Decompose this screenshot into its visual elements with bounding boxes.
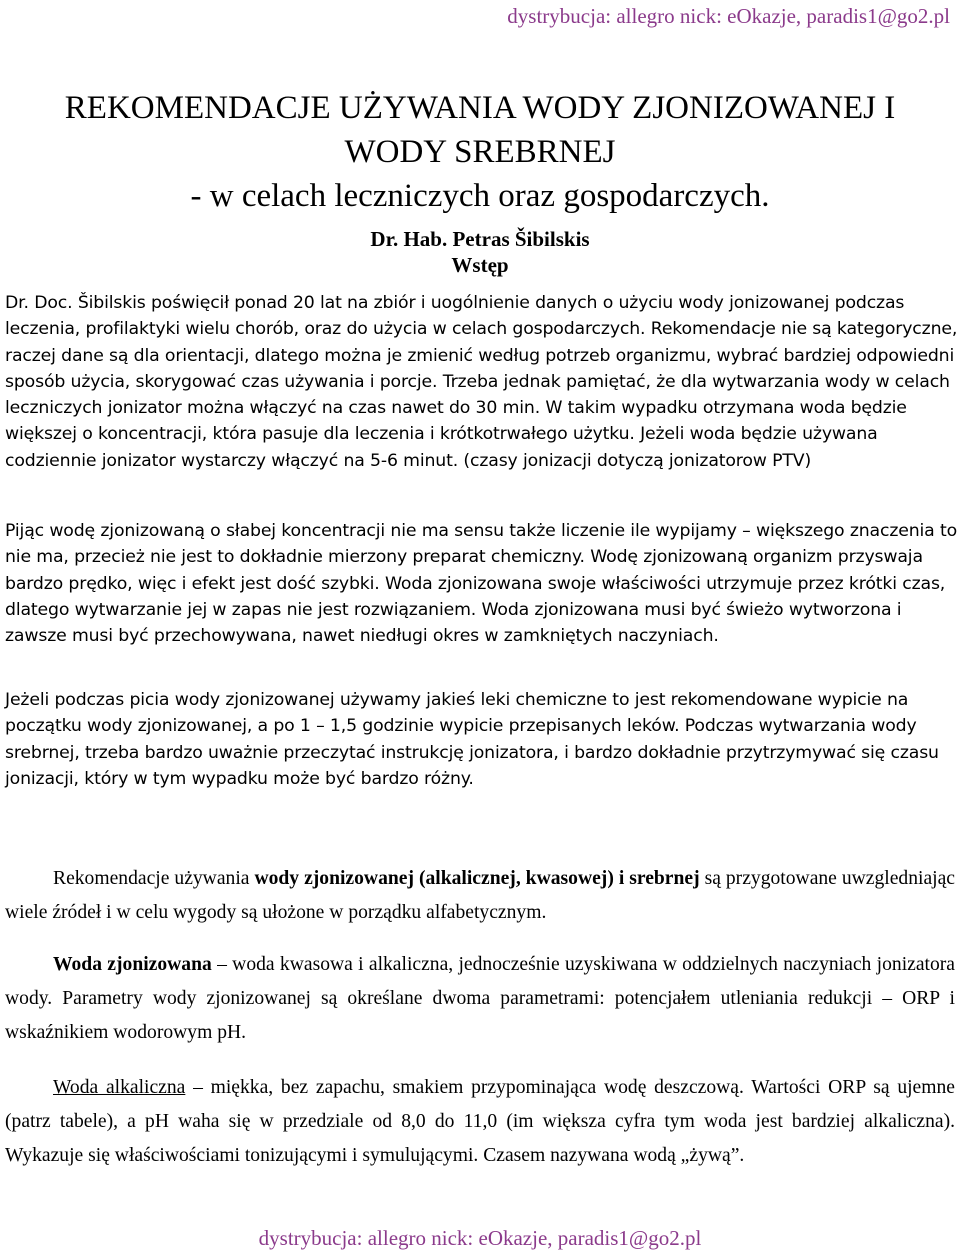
author-block xyxy=(0,226,960,278)
title-line-1: REKOMENDACJE UŻYWANIA WODY ZJONIZOWANEJ I xyxy=(64,90,896,126)
section-heading: Wstęp xyxy=(451,253,509,277)
recommendations-bold: wody zjonizowanej (alkalicznej, kwasowej) i srebrnej xyxy=(254,868,700,889)
footer-watermark: dystrybucja: allegro nick: eOkazje, paradis1@go2.pl xyxy=(258,1226,702,1250)
alkaline-water-text: – miękka, bez zapachu, smakiem przypominająca wodę deszczową. Wartości ORP są ujemne (patrz tabele), a pH waha się w przedziale od 8,0 do 11,0 (im większa cyfra tym woda jest bardziej alkaliczna). Wykazuje się właściwościami tonizującymi i symulującymi. Czasem nazywana wodą „żywą”. xyxy=(5,1077,955,1166)
header-watermark: dystrybucja: allegro nick: eOkazje, paradis1@go2.pl xyxy=(507,4,950,28)
recommendations-paragraph xyxy=(5,862,955,930)
title-line-3: - w celach leczniczych oraz gospodarczych. xyxy=(190,178,770,214)
intro-paragraph-2: Pijąc wodę zjonizowaną o słabej koncentracji nie ma sensu także liczenie ile wypijamy – większego znaczenia to nie ma, przecież nie jest to dokładnie mierzony preparat chemiczny. Wodę zjonizowaną organizm przyswaja bardzo prędko, więc i efekt jest dość szybki. Woda zjonizowana swoje właściwości utrzymuje przez krótki czas, dlatego wytwarzanie jej w zapas nie jest rozwiązaniem. Woda zjonizowana musi być świeżo wytworzona i zawsze musi być przechowywana, nawet niedługi okres w zamkniętych naczyniach. xyxy=(5,521,958,647)
recommendations-lead: Rekomendacje używania xyxy=(53,868,255,889)
document-title xyxy=(0,86,960,218)
ionized-water-term: Woda zjonizowana xyxy=(53,954,212,975)
intro-paragraph-1: Dr. Doc. Šibilskis poświęcił ponad 20 lat na zbiór i uogólnienie danych o użyciu wody jonizowanej podczas leczenia, profilaktyki wielu chorób, oraz do użycia w celach gospodarczych. Rekomendacje nie są kategoryczne, raczej dane są dla orientacji, dlatego można je zmienić według potrzeb organizmu, wybrać bardziej odpowiedni sposób użycia, skorygować czas używania i porcje. Trzeba jednak pamiętać, że dla wytwarzania wody w celach leczniczych jonizator można włączyć na czas nawet do 30 min. W takim wypadku otrzymana woda będzie większej o koncentracji, która pasuje dla leczenia i krótkotrwałego użytku. Jeżeli woda będzie używana codziennie jonizator wystarczy włączyć na 5-6 minut. (czasy jonizacji dotyczą jonizatorow PTV) xyxy=(5,293,958,471)
alkaline-water-term: Woda alkaliczna xyxy=(53,1077,186,1098)
recommendations-tail: są przygotowane uwzgledniając wiele źródeł i w celu wygody są ułożone w porządku alfabetycznym. xyxy=(5,868,956,923)
ionized-water-paragraph xyxy=(5,948,955,1050)
ionized-water-text: – woda kwasowa i alkaliczna, jednocześnie uzyskiwana w oddzielnych naczyniach jonizatora wody. Parametry wody zjonizowanej są określane dwoma parametrami: potencjałem utleniania redukcji – ORP i wskaźnikiem wodorowym pH. xyxy=(5,954,955,1043)
intro-paragraph-3: Jeżeli podczas picia wody zjonizowanej używamy jakieś leki chemiczne to jest rekomendowane wypicie na początku wody zjonizowanej, a po 1 – 1,5 godzinie wypicie przepisanych leków. Podczas wytwarzania wody srebrnej, trzeba bardzo uważnie przeczytać instrukcję jonizatora, i bardzo dokładnie przytrzymywać się czasu jonizacji, który w tym wypadku może być bardzo różny. xyxy=(5,690,939,789)
author-name: Dr. Hab. Petras Šibilskis xyxy=(370,227,590,251)
title-line-2: WODY SREBRNEJ xyxy=(344,134,616,170)
alkaline-water-paragraph xyxy=(5,1071,955,1173)
